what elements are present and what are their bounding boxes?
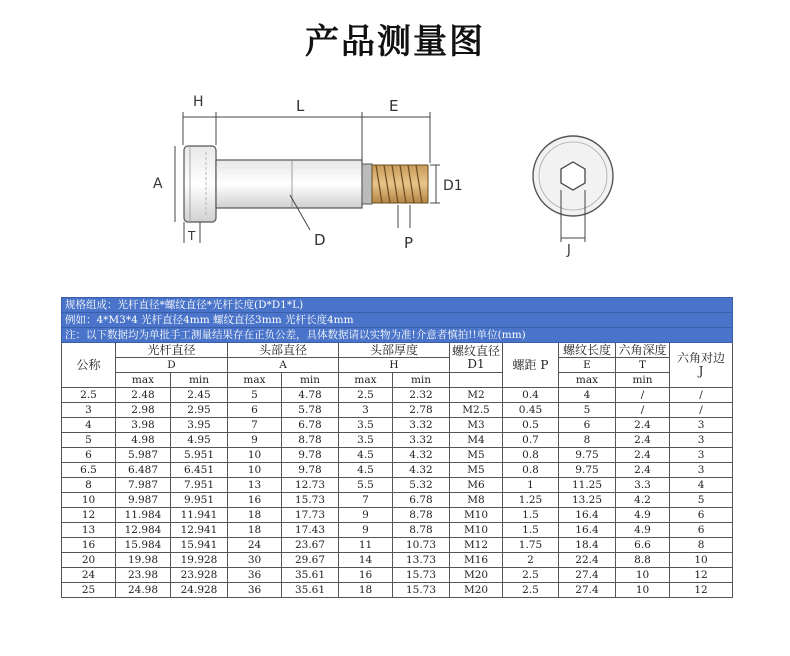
table-cell: 10 xyxy=(62,493,116,508)
table-row xyxy=(62,478,733,493)
table-cell: 15.941 xyxy=(171,538,228,553)
table-cell: 3 xyxy=(670,433,733,448)
table-cell: 1 xyxy=(503,478,559,493)
table-cell: 5.951 xyxy=(171,448,228,463)
table-row xyxy=(62,463,733,478)
table-cell: 5.5 xyxy=(339,478,393,493)
table-cell: 10.73 xyxy=(393,538,450,553)
table-cell: 0.8 xyxy=(503,448,559,463)
table-cell: 4 xyxy=(559,388,616,403)
table-cell: 18.4 xyxy=(559,538,616,553)
table-cell: 0.7 xyxy=(503,433,559,448)
header-hex-across xyxy=(670,343,733,388)
header-min: min xyxy=(282,373,339,388)
table-cell: 6 xyxy=(670,508,733,523)
table-cell: 15.73 xyxy=(393,568,450,583)
table-cell: 2.78 xyxy=(393,403,450,418)
table-cell: 35.61 xyxy=(282,568,339,583)
table-cell: 0.5 xyxy=(503,418,559,433)
table-cell: 12.984 xyxy=(116,523,171,538)
header-hex-across-sym: J xyxy=(698,364,704,378)
table-cell: 24 xyxy=(228,538,282,553)
table-cell: 6 xyxy=(228,403,282,418)
table-cell: 2.5 xyxy=(62,388,116,403)
table-cell: 6.451 xyxy=(171,463,228,478)
table-row xyxy=(62,403,733,418)
table-row xyxy=(62,553,733,568)
table-cell: 15.73 xyxy=(282,493,339,508)
table-cell: 23.928 xyxy=(171,568,228,583)
table-cell: M12 xyxy=(450,538,503,553)
table-cell: M5 xyxy=(450,448,503,463)
table-cell: M2 xyxy=(450,388,503,403)
table-cell: 10 xyxy=(228,463,282,478)
header-hex-depth: 六角深度 xyxy=(616,343,670,358)
table-cell: 2.4 xyxy=(616,448,670,463)
table-cell: / xyxy=(670,403,733,418)
table-cell: 24.98 xyxy=(116,583,171,598)
table-cell: 12 xyxy=(670,568,733,583)
table-cell: 10 xyxy=(670,553,733,568)
table-cell: 30 xyxy=(228,553,282,568)
table-cell: 6.6 xyxy=(616,538,670,553)
dim-label-e: E xyxy=(389,97,399,115)
table-cell: 23.98 xyxy=(116,568,171,583)
table-cell: 4.32 xyxy=(393,463,450,478)
table-cell: 17.43 xyxy=(282,523,339,538)
table-cell: 7 xyxy=(339,493,393,508)
table-cell: 2.32 xyxy=(393,388,450,403)
table-cell: M10 xyxy=(450,523,503,538)
measurement-diagram xyxy=(0,0,790,290)
table-row xyxy=(62,523,733,538)
table-row xyxy=(62,448,733,463)
table-cell: 9.78 xyxy=(282,448,339,463)
table-cell: 9 xyxy=(339,523,393,538)
table-cell: / xyxy=(616,403,670,418)
table-cell: M6 xyxy=(450,478,503,493)
table-cell: 9 xyxy=(339,508,393,523)
table-cell: 11 xyxy=(339,538,393,553)
table-cell: 18 xyxy=(339,583,393,598)
dim-label-a: A xyxy=(153,176,163,192)
table-cell: 16 xyxy=(339,568,393,583)
table-cell: 2.4 xyxy=(616,463,670,478)
table-cell: 3 xyxy=(670,418,733,433)
header-thread-diameter xyxy=(450,343,503,373)
table-row xyxy=(62,538,733,553)
table-cell: 3.32 xyxy=(393,418,450,433)
header-thread-length-sym: E xyxy=(559,358,616,373)
dim-label-l: L xyxy=(296,97,305,115)
table-cell: M2.5 xyxy=(450,403,503,418)
table-cell: 18 xyxy=(228,508,282,523)
table-cell: 23.67 xyxy=(282,538,339,553)
spec-table xyxy=(61,297,733,598)
spec-info-note: 注：以下数据均为单批手工测量结果存在正负公差，具体数据请以实物为准!介意者慎拍!!单位(mm) xyxy=(62,328,733,343)
table-row xyxy=(62,388,733,403)
table-cell: 1.5 xyxy=(503,508,559,523)
table-cell: 2 xyxy=(503,553,559,568)
table-cell: 1.5 xyxy=(503,523,559,538)
spec-table-body xyxy=(62,388,733,598)
table-cell: 3 xyxy=(339,403,393,418)
table-cell: 16.4 xyxy=(559,523,616,538)
screw-shank xyxy=(216,160,362,208)
table-cell: 5.32 xyxy=(393,478,450,493)
table-cell: 3.3 xyxy=(616,478,670,493)
header-hex-depth-sym: T xyxy=(616,358,670,373)
dim-label-h: H xyxy=(193,94,204,110)
table-cell: 16 xyxy=(228,493,282,508)
table-row xyxy=(62,433,733,448)
table-cell: 24.928 xyxy=(171,583,228,598)
table-cell: 18 xyxy=(228,523,282,538)
table-cell: 9.78 xyxy=(282,463,339,478)
table-cell: 8.78 xyxy=(282,433,339,448)
table-cell: 3.5 xyxy=(339,433,393,448)
table-cell: 20 xyxy=(62,553,116,568)
table-cell: 8.78 xyxy=(393,523,450,538)
table-cell: 7.987 xyxy=(116,478,171,493)
header-rod-diameter-sym: D xyxy=(116,358,228,373)
table-cell: 27.4 xyxy=(559,568,616,583)
table-cell: 15.73 xyxy=(393,583,450,598)
table-cell: 9.951 xyxy=(171,493,228,508)
header-min: min xyxy=(393,373,450,388)
header-thread-length: 螺纹长度 xyxy=(559,343,616,358)
table-cell: 9.75 xyxy=(559,448,616,463)
table-cell: 3 xyxy=(670,448,733,463)
table-cell: 1.25 xyxy=(503,493,559,508)
spec-info-example: 例如：4*M3*4 光杆直径4mm 螺纹直径3mm 光杆长度4mm xyxy=(62,313,733,328)
table-cell: 2.5 xyxy=(339,388,393,403)
table-cell: 4 xyxy=(62,418,116,433)
table-cell: 6.78 xyxy=(282,418,339,433)
table-cell: 13 xyxy=(62,523,116,538)
table-cell: 10 xyxy=(228,448,282,463)
table-cell: 12 xyxy=(670,583,733,598)
table-cell: 6 xyxy=(62,448,116,463)
table-cell: 17.73 xyxy=(282,508,339,523)
end-view xyxy=(533,136,613,242)
table-cell: 7.951 xyxy=(171,478,228,493)
table-cell: 22.4 xyxy=(559,553,616,568)
table-cell: M4 xyxy=(450,433,503,448)
table-cell: 11.984 xyxy=(116,508,171,523)
table-cell: 4 xyxy=(670,478,733,493)
table-cell: M16 xyxy=(450,553,503,568)
table-cell: 36 xyxy=(228,583,282,598)
table-row xyxy=(62,493,733,508)
header-max: max xyxy=(228,373,282,388)
header-hex-across-label: 六角对边 xyxy=(677,351,726,365)
table-cell: 36 xyxy=(228,568,282,583)
table-cell: 2.48 xyxy=(116,388,171,403)
table-cell: 4.78 xyxy=(282,388,339,403)
table-cell: 9 xyxy=(228,433,282,448)
table-cell: 2.5 xyxy=(503,568,559,583)
table-cell: 5 xyxy=(62,433,116,448)
table-cell: 16.4 xyxy=(559,508,616,523)
table-cell: 4.98 xyxy=(116,433,171,448)
table-cell: 5 xyxy=(670,493,733,508)
table-cell: 5.78 xyxy=(282,403,339,418)
table-cell: 8.78 xyxy=(393,508,450,523)
table-cell: 12.941 xyxy=(171,523,228,538)
table-cell: 4.9 xyxy=(616,523,670,538)
table-cell: 6 xyxy=(670,523,733,538)
spec-info-composition: 规格组成：光杆直径*螺纹直径*光杆长度(D*D1*L) xyxy=(62,298,733,313)
table-cell: 4.2 xyxy=(616,493,670,508)
table-cell: 2.4 xyxy=(616,433,670,448)
table-cell: 6 xyxy=(559,418,616,433)
table-cell: 10 xyxy=(616,583,670,598)
header-head-diameter: 头部直径 xyxy=(228,343,339,358)
header-pitch: 螺距 P xyxy=(503,343,559,388)
header-thread-blank xyxy=(450,373,503,388)
table-cell: 12 xyxy=(62,508,116,523)
table-cell: 2.45 xyxy=(171,388,228,403)
table-cell: / xyxy=(670,388,733,403)
table-cell: 3.95 xyxy=(171,418,228,433)
dim-label-d: D xyxy=(314,231,326,249)
header-thread-diameter-sym: D1 xyxy=(467,356,485,371)
table-cell: 13 xyxy=(228,478,282,493)
table-cell: 11.25 xyxy=(559,478,616,493)
table-cell: 19.928 xyxy=(171,553,228,568)
table-cell: M20 xyxy=(450,568,503,583)
table-cell: 3 xyxy=(670,463,733,478)
table-cell: 0.45 xyxy=(503,403,559,418)
dim-label-j: J xyxy=(567,243,571,258)
table-cell: 3.5 xyxy=(339,418,393,433)
table-cell: 8.8 xyxy=(616,553,670,568)
table-cell: 3 xyxy=(62,403,116,418)
table-cell: 35.61 xyxy=(282,583,339,598)
screw-head xyxy=(184,146,216,222)
table-row xyxy=(62,568,733,583)
header-max: max xyxy=(559,373,616,388)
table-cell: 5.987 xyxy=(116,448,171,463)
table-cell: 3.32 xyxy=(393,433,450,448)
screw-thread xyxy=(362,164,428,204)
table-row xyxy=(62,583,733,598)
dim-label-d1: D1 xyxy=(443,178,463,194)
table-cell: M3 xyxy=(450,418,503,433)
table-cell: 6.78 xyxy=(393,493,450,508)
table-cell: 1.75 xyxy=(503,538,559,553)
table-cell: 3.98 xyxy=(116,418,171,433)
table-cell: 6.487 xyxy=(116,463,171,478)
table-cell: 14 xyxy=(339,553,393,568)
table-cell: 4.9 xyxy=(616,508,670,523)
table-cell: M20 xyxy=(450,583,503,598)
table-cell: 4.5 xyxy=(339,463,393,478)
table-cell: 5 xyxy=(559,403,616,418)
header-max: max xyxy=(116,373,171,388)
table-row xyxy=(62,508,733,523)
table-cell: 29.67 xyxy=(282,553,339,568)
table-cell: 11.941 xyxy=(171,508,228,523)
table-cell: 4.32 xyxy=(393,448,450,463)
table-cell: M5 xyxy=(450,463,503,478)
table-cell: / xyxy=(616,388,670,403)
table-cell: 8 xyxy=(559,433,616,448)
table-cell: 24 xyxy=(62,568,116,583)
table-cell: 6.5 xyxy=(62,463,116,478)
header-head-diameter-sym: A xyxy=(228,358,339,373)
table-cell: 0.8 xyxy=(503,463,559,478)
header-max: max xyxy=(339,373,393,388)
table-cell: 2.95 xyxy=(171,403,228,418)
table-cell: 2.5 xyxy=(503,583,559,598)
table-cell: 27.4 xyxy=(559,583,616,598)
table-cell: 12.73 xyxy=(282,478,339,493)
dim-label-t: T xyxy=(188,229,196,243)
table-cell: 9.987 xyxy=(116,493,171,508)
table-cell: 2.98 xyxy=(116,403,171,418)
table-cell: 8 xyxy=(670,538,733,553)
table-cell: 4.95 xyxy=(171,433,228,448)
header-rod-diameter: 光杆直径 xyxy=(116,343,228,358)
table-cell: 7 xyxy=(228,418,282,433)
header-min: min xyxy=(171,373,228,388)
table-cell: 5 xyxy=(228,388,282,403)
table-cell: 2.4 xyxy=(616,418,670,433)
table-cell: 19.98 xyxy=(116,553,171,568)
header-head-thickness: 头部厚度 xyxy=(339,343,450,358)
table-cell: 10 xyxy=(616,568,670,583)
header-min: min xyxy=(616,373,670,388)
table-cell: M10 xyxy=(450,508,503,523)
table-cell: 4.5 xyxy=(339,448,393,463)
dim-label-p: P xyxy=(404,234,414,252)
table-cell: M8 xyxy=(450,493,503,508)
table-cell: 13.73 xyxy=(393,553,450,568)
table-cell: 25 xyxy=(62,583,116,598)
header-head-thickness-sym: H xyxy=(339,358,450,373)
header-thread-diameter-label: 螺纹直径 xyxy=(451,343,500,358)
header-nominal: 公称 xyxy=(62,343,116,388)
table-cell: 8 xyxy=(62,478,116,493)
page-title: 产品测量图 xyxy=(305,22,485,62)
table-cell: 15.984 xyxy=(116,538,171,553)
table-cell: 16 xyxy=(62,538,116,553)
table-cell: 13.25 xyxy=(559,493,616,508)
table-cell: 0.4 xyxy=(503,388,559,403)
table-row xyxy=(62,418,733,433)
table-cell: 9.75 xyxy=(559,463,616,478)
